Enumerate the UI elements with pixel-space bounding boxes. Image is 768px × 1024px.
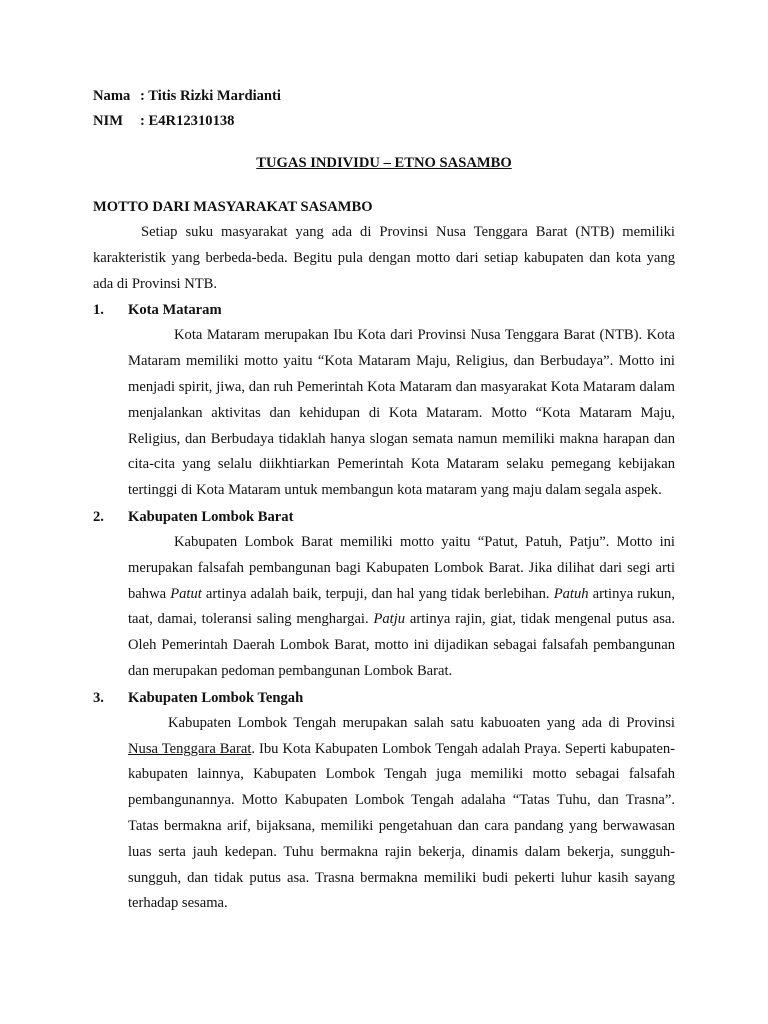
body-text: Kabupaten Lombok Barat memiliki motto yaitu “Patut, Patuh, Patju”. Motto ini merupakan falsafah pembangunan bagi Kabupaten Lombok Barat. Jika dilihat dari segi arti bahwa bbox=[128, 533, 675, 602]
name-row bbox=[93, 84, 675, 109]
body-text: artinya rukun, taat, damai, toleransi saling menghargai. bbox=[128, 585, 675, 628]
list-item-lombok-tengah bbox=[93, 685, 675, 917]
list-item-heading bbox=[93, 297, 675, 323]
nim-label: NIM bbox=[93, 113, 123, 129]
list-item-heading bbox=[93, 504, 675, 530]
list-item-lombok-barat bbox=[93, 504, 675, 685]
body-text: artinya adalah baik, terpuji, dan hal yang tidak berlebihan. bbox=[201, 585, 554, 602]
intro-paragraph: Setiap suku masyarakat yang ada di Provinsi Nusa Tenggara Barat (NTB) memiliki karakteristik yang berbeda-beda. Begitu pula dengan motto dari setiap kabupaten dan kota yang ada di Provinsi NTB. bbox=[93, 224, 675, 292]
body-text: Kabupaten Lombok Tengah merupakan salah satu kabuoaten yang ada di Provinsi bbox=[168, 714, 675, 731]
nim-row bbox=[93, 109, 675, 134]
list-item-title: Kabupaten Lombok Tengah bbox=[128, 689, 304, 706]
name-label: Nama bbox=[93, 88, 131, 104]
list-item-kota-mataram bbox=[93, 297, 675, 504]
list-item-title: Kota Mataram bbox=[128, 302, 222, 319]
term-patju: Patju bbox=[373, 611, 406, 628]
list-item-body bbox=[128, 711, 675, 917]
term-patuh: Patuh bbox=[553, 585, 589, 602]
term-patut: Patut bbox=[170, 585, 202, 602]
list-item-number: 2. bbox=[93, 508, 104, 525]
list-item-body bbox=[128, 530, 675, 685]
list-item-heading bbox=[93, 685, 675, 711]
link-nusa-tenggara-barat[interactable]: Nusa Tenggara Barat bbox=[128, 740, 252, 757]
document-title: TUGAS INDIVIDU – ETNO SASAMBO bbox=[256, 155, 512, 171]
list-item-number: 1. bbox=[93, 302, 104, 319]
list-item-body: Kota Mataram merupakan Ibu Kota dari Provinsi Nusa Tenggara Barat (NTB). Kota Mataram memiliki motto yaitu “Kota Mataram Maju, Religius, dan Berbudaya”. Motto ini menjadi spirit, jiwa, dan ruh Pemerintah Kota Mataram dan masyarakat Kota Mataram dalam menjalankan aktivitas dan kehidupan di Kota Mataram. Motto “Kota Mataram Maju, Religius, dan Berbudaya tidaklah hanya slogan semata namun memiliki makna harapan dan cita-cita yang selalu diikhtiarkan Pemerintah Kota Mataram selaku pemegang kebijakan tertinggi di Kota Mataram untuk membangun kota mataram yang maju dalam segala aspek. bbox=[128, 327, 675, 499]
body-text: . Ibu Kota Kabupaten Lombok Tengah adalah Praya. Seperti kabupaten-kabupaten lainnya, Kabupaten Lombok Tengah juga memiliki motto sebagai falsafah pembangunannya. Motto Kabupaten Lombok Tengah adalaha “Tatas Tuhu, dan Trasna”. Tatas bermakna arif, bijaksana, memiliki pengetahuan dan cara pandang yang berwawasan luas serta jauh kedepan. Tuhu bermakna rajin bekerja, dinamis dalam bekerja, sungguh-sungguh, dan tidak putus asa. Trasna bermakna memiliki budi pekerti luhur kasih sayang terhadap sesama. bbox=[128, 740, 675, 912]
nim-value: : E4R12310138 bbox=[140, 113, 235, 129]
list-item-title: Kabupaten Lombok Barat bbox=[128, 508, 294, 525]
list-item-number: 3. bbox=[93, 689, 104, 706]
body-text: artinya rajin, giat, tidak mengenal putus asa. Oleh Pemerintah Daerah Lombok Barat, motto ini dijadikan sebagai falsafah pembangunan dan merupakan pedoman pembangunan Lombok Barat. bbox=[128, 611, 675, 679]
name-value: : Titis Rizki Mardianti bbox=[140, 88, 281, 104]
document-page bbox=[93, 84, 675, 917]
section-heading: MOTTO DARI MASYARAKAT SASAMBO bbox=[93, 199, 373, 215]
